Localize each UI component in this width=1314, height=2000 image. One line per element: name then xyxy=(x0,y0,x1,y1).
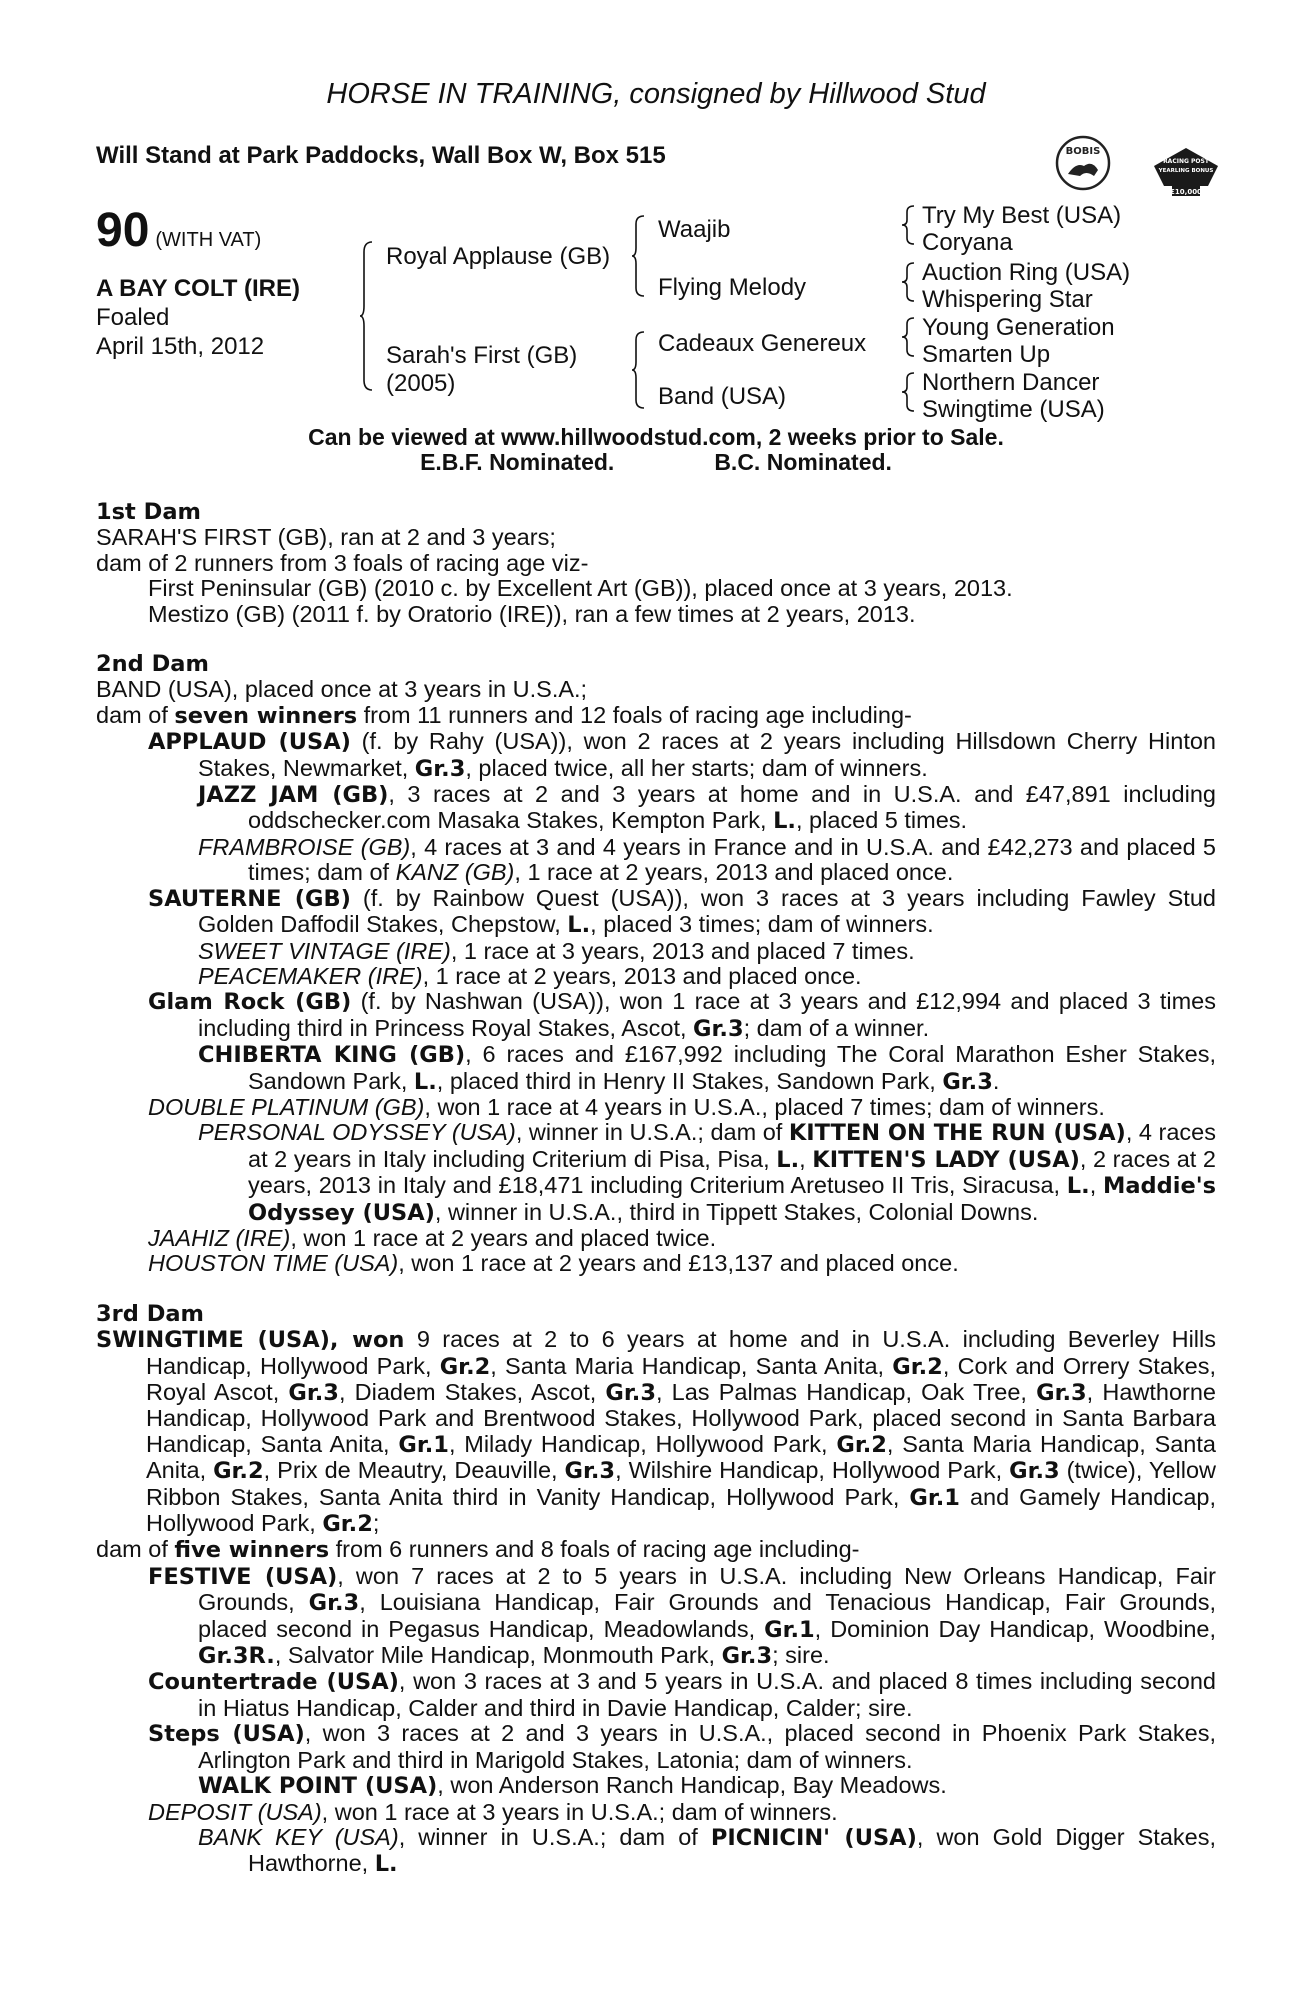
bc-nominated: B.C. Nominated. xyxy=(714,449,892,475)
family-entry: FESTIVE (USA), won 7 races at 2 to 5 years in U.S.A. including New Orleans Handicap, Fair Grounds, Gr.3, Louisiana Handicap, Fair Grounds and Tenacious Handicap, Fair Grounds, placed second in Pegasus Handicap, Meadowlands, Gr.1, Dominion Day Handicap, Woodbine, Gr.3R., Salvator Mile Handicap, Monmouth Park, Gr.3; sire. xyxy=(148,1562,1216,1670)
yearling-bonus-logo xyxy=(1150,142,1222,198)
third-dam-record: SWINGTIME (USA), won 9 races at 2 to 6 years at home and in U.S.A. including Beverley Hills Handicap, Hollywood Park, Gr.2, Santa Maria Handicap, Santa Anita, Gr.2, Cork and Orrery Stakes, Royal Ascot, Gr.3, Diadem Stakes, Ascot, Gr.3, Las Palmas Handicap, Oak Tree, Gr.3, Hawthorne Handicap, Hollywood Park and Brentwood Stakes, Hollywood Park, placed second in Santa Barbara Handicap, Santa Anita, Gr.1, Milady Handicap, Hollywood Park, Gr.2, Santa Maria Handicap, Santa Anita, Gr.2, Prix de Meautry, Deauville, Gr.3, Wilshire Handicap, Hollywood Park, Gr.3 (twice), Yellow Ribbon Stakes, Santa Anita third in Vanity Handicap, Hollywood Park, Gr.1 and Gamely Handicap, Hollywood Park, Gr.2; xyxy=(96,1326,1217,1538)
pedigree-gen3: Young Generation xyxy=(922,314,1115,341)
foaled-date: April 15th, 2012 xyxy=(96,333,265,360)
family-entry: DOUBLE PLATINUM (GB), won 1 race at 4 years in U.S.A., placed 7 times; dam of winners. xyxy=(148,1093,1105,1120)
svg-text:BOBIS: BOBIS xyxy=(1065,146,1101,157)
family-entry: DEPOSIT (USA), won 1 race at 3 years in U.S.A.; dam of winners. xyxy=(148,1798,838,1825)
third-dam-heading: 3rd Dam xyxy=(96,1300,204,1327)
svg-text:YEARLING BONUS: YEARLING BONUS xyxy=(1158,168,1214,174)
pedigree-dam-year: (2005) xyxy=(386,370,456,397)
family-entry: Glam Rock (GB) (f. by Nashwan (USA)), won 1 race at 3 years and £12,994 and placed 3 times including third in Princess Royal Stakes, Ascot, Gr.3; dam of a winner. xyxy=(148,988,1216,1042)
gen3-brace-2 xyxy=(902,261,916,303)
ebf-nominated: E.B.F. Nominated. xyxy=(420,449,615,475)
sire-line-brace xyxy=(632,214,646,298)
lot-number-block xyxy=(96,203,261,258)
pedigree-gen3: Smarten Up xyxy=(922,341,1051,368)
svg-text:£10,000: £10,000 xyxy=(1170,188,1202,196)
pedigree-gen2: Band (USA) xyxy=(658,383,787,410)
family-entry: JAAHIZ (IRE), won 1 race at 2 years and placed twice. xyxy=(148,1224,717,1251)
page-title: HORSE IN TRAINING, consigned by Hillwood Stud xyxy=(326,78,986,110)
lot-number: 90 xyxy=(96,204,150,257)
gen3-brace-3 xyxy=(902,316,916,358)
produce-line: First Peninsular (GB) (2010 c. by Excellent Art (GB)), placed once at 3 years, 2013. xyxy=(148,575,1013,602)
family-entry: JAZZ JAM (GB), 3 races at 2 and 3 years at home and in U.S.A. and £47,891 including oddschecker.com Masaka Stakes, Kempton Park, L., placed 5 times. xyxy=(198,781,1216,835)
stand-location: Will Stand at Park Paddocks, Wall Box W, Box 515 xyxy=(96,142,666,169)
viewing-note: Can be viewed at www.hillwoodstud.com, 2 weeks prior to Sale. xyxy=(308,424,1004,450)
sire-dam-brace xyxy=(360,240,374,392)
first-dam-line: SARAH'S FIRST (GB), ran at 2 and 3 years; xyxy=(96,524,556,551)
family-entry: FRAMBROISE (GB), 4 races at 3 and 4 years in France and in U.S.A. and £42,273 and placed 5 times; dam of KANZ (GB), 1 race at 2 years, 2013 and placed once. xyxy=(198,833,1216,886)
family-entry: HOUSTON TIME (USA), won 1 race at 2 years and £13,137 and placed once. xyxy=(148,1250,959,1277)
gen3-brace-1 xyxy=(902,204,916,246)
pedigree-dam: Sarah's First (GB) xyxy=(386,342,578,369)
family-entry: Countertrade (USA), won 3 races at 3 and 5 years in U.S.A. and placed 8 times including second in Hiatus Handicap, Calder and third in Davie Handicap, Calder; sire. xyxy=(148,1668,1216,1721)
bobis-logo xyxy=(1054,134,1112,192)
family-entry: PERSONAL ODYSSEY (USA), winner in U.S.A.; dam of KITTEN ON THE RUN (USA), 4 races at 2 years in Italy including Criterium di Pisa, Pisa, L., KITTEN'S LADY (USA), 2 races at 2 years, 2013 in Italy and £18,471 including Criterium Aretuseo II Tris, Siracusa, L., Maddie's Odyssey (USA), winner in U.S.A., third in Tippett Stakes, Colonial Downs. xyxy=(198,1119,1216,1226)
pedigree-gen3: Auction Ring (USA) xyxy=(922,259,1131,286)
first-dam-line: dam of 2 runners from 3 foals of racing age viz- xyxy=(96,549,589,576)
family-entry: SWEET VINTAGE (IRE), 1 race at 3 years, 2013 and placed 7 times. xyxy=(198,937,915,964)
pedigree-gen2: Waajib xyxy=(658,216,731,243)
pedigree-gen2: Cadeaux Genereux xyxy=(658,330,867,357)
produce-line: Mestizo (GB) (2011 f. by Oratorio (IRE)), ran a few times at 2 years, 2013. xyxy=(148,600,916,627)
first-dam-heading: 1st Dam xyxy=(96,499,201,525)
family-entry: CHIBERTA KING (GB), 6 races and £167,992 including The Coral Marathon Esher Stakes, Sandown Park, L., placed third in Henry II Stakes, Sandown Park, Gr.3. xyxy=(198,1041,1216,1095)
second-dam-heading: 2nd Dam xyxy=(96,651,209,678)
nominations xyxy=(96,449,1216,476)
pedigree-gen3: Swingtime (USA) xyxy=(922,396,1105,423)
pedigree-sire: Royal Applause (GB) xyxy=(386,243,611,270)
pedigree-gen3: Northern Dancer xyxy=(922,369,1100,396)
second-dam-line: BAND (USA), placed once at 3 years in U.S.A.; xyxy=(96,676,588,703)
gen3-brace-4 xyxy=(902,371,916,413)
family-entry: SAUTERNE (GB) (f. by Rainbow Quest (USA)), won 3 races at 3 years including Fawley Stud Golden Daffodil Stakes, Chepstow, L., placed 3 times; dam of winners. xyxy=(148,884,1216,939)
third-dam-line: dam of five winners from 6 runners and 8 foals of racing age including- xyxy=(96,1536,860,1564)
family-entry: APPLAUD (USA) (f. by Rahy (USA)), won 2 races at 2 years including Hillsdown Cherry Hinton Stakes, Newmarket, Gr.3, placed twice, all her starts; dam of winners. xyxy=(148,728,1216,782)
svg-text:RACING POST: RACING POST xyxy=(1163,158,1209,165)
vat-note: (WITH VAT) xyxy=(155,229,262,251)
pedigree-gen3: Coryana xyxy=(922,229,1013,256)
pedigree-gen2: Flying Melody xyxy=(658,274,807,301)
horse-description xyxy=(96,274,300,361)
dam-line-brace xyxy=(632,330,646,410)
second-dam-line: dam of seven winners from 11 runners and 12 foals of racing age including- xyxy=(96,701,912,729)
family-entry: BANK KEY (USA), winner in U.S.A.; dam of PICNICIN' (USA), won Gold Digger Stakes, Hawthorne, L. xyxy=(198,1823,1216,1878)
family-entry: WALK POINT (USA), won Anderson Ranch Handicap, Bay Meadows. xyxy=(198,1772,947,1800)
pedigree-gen3: Whispering Star xyxy=(922,286,1093,313)
family-entry: Steps (USA), won 3 races at 2 and 3 years in U.S.A., placed second in Phoenix Park Stakes, Arlington Park and third in Marigold Stakes, Latonia; dam of winners. xyxy=(148,1720,1216,1773)
horse-name: A BAY COLT (IRE) xyxy=(96,275,301,302)
foaled-label: Foaled xyxy=(96,304,170,331)
family-entry: PEACEMAKER (IRE), 1 race at 2 years, 2013 and placed once. xyxy=(198,962,862,989)
catalogue-body xyxy=(96,500,1216,1878)
pedigree-gen3: Try My Best (USA) xyxy=(922,202,1122,229)
